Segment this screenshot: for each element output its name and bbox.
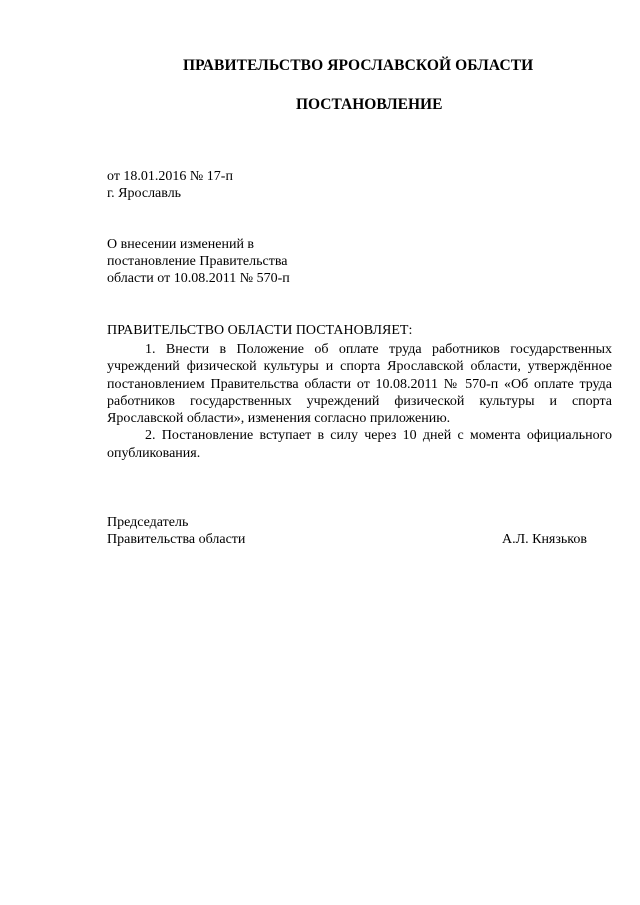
government-title: ПРАВИТЕЛЬСТВО ЯРОСЛАВСКОЙ ОБЛАСТИ <box>183 57 534 74</box>
date-block <box>107 168 233 202</box>
document-type: ПОСТАНОВЛЕНИЕ <box>296 96 443 113</box>
signer-name: А.Л. Князьков <box>502 532 587 547</box>
decree-paragraph-1: 1. Внести в Положение об оплате труда работников государственных учреждений физической культуры и спорта Ярославской области, утверждённое постановлением Правительства области от 10.08.2011 № 570-п «Об оплате труда работников государственных учреждений физической культуры и спорта Ярославской области», изменения согласно приложению. <box>107 342 612 427</box>
decree-body <box>107 341 612 462</box>
subject-line: постановление Правительства <box>107 254 288 269</box>
decree-intro: ПРАВИТЕЛЬСТВО ОБЛАСТИ ПОСТАНОВЛЯЕТ: <box>107 323 413 338</box>
subject-line: О внесении изменений в <box>107 237 255 252</box>
signature-row <box>107 531 587 548</box>
date-number: от 18.01.2016 № 17-п <box>107 169 233 184</box>
city: г. Ярославль <box>107 186 182 201</box>
signature-block <box>107 514 587 548</box>
subject-block <box>107 236 290 287</box>
decree-paragraph-2: 2. Постановление вступает в силу через 10 дней с момента официального опубликования. <box>107 428 612 461</box>
signer-title-line2: Правительства области <box>107 532 246 547</box>
subject-line: области от 10.08.2011 № 570-п <box>107 271 290 286</box>
signer-title-line1: Председатель <box>107 515 189 530</box>
